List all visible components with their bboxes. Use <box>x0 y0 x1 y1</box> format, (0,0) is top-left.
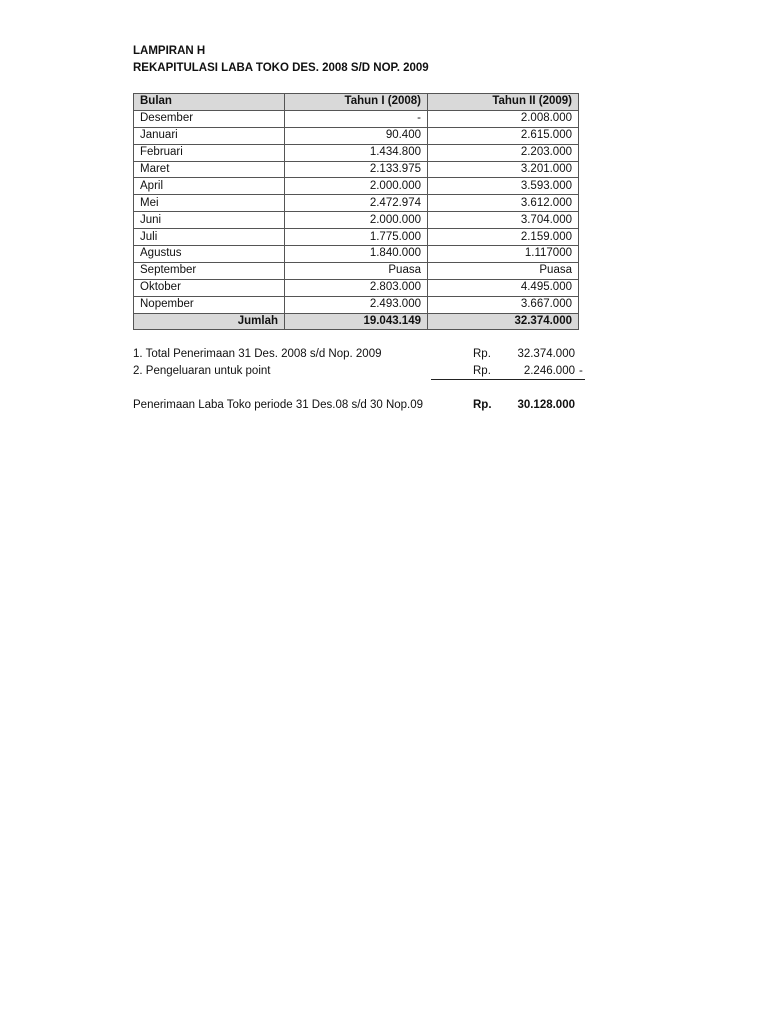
table-row <box>134 296 579 313</box>
total-year-1: 19.043.149 <box>285 313 428 330</box>
table-row <box>134 262 579 279</box>
currency-label: Rp. <box>473 399 492 411</box>
cell-tahun-1: 2.493.000 <box>285 296 428 313</box>
cell-tahun-2: 2.008.000 <box>428 110 579 127</box>
table-row <box>134 212 579 229</box>
cell-bulan: Nopember <box>134 296 285 313</box>
summary-amount: 30.128.000 <box>517 399 575 411</box>
summary-amount: 32.374.000 <box>517 348 575 360</box>
cell-bulan: Juli <box>134 229 285 246</box>
summary-point-expenses <box>133 364 593 379</box>
summary-amount: 2.246.000 <box>523 365 575 377</box>
cell-tahun-2: 2.615.000 <box>428 127 579 144</box>
cell-tahun-1: 1.775.000 <box>285 229 428 246</box>
column-header-bulan: Bulan <box>134 94 285 111</box>
cell-tahun-1: 1.434.800 <box>285 144 428 161</box>
cell-tahun-2: 1.117000 <box>428 246 579 263</box>
summary-label: 2. Pengeluaran untuk point <box>133 365 271 377</box>
cell-bulan: April <box>134 178 285 195</box>
cell-tahun-2: Puasa <box>428 262 579 279</box>
cell-tahun-2: 3.612.000 <box>428 195 579 212</box>
document-label: LAMPIRAN H <box>133 45 206 57</box>
column-header-tahun-1: Tahun I (2008) <box>285 94 428 111</box>
table-row <box>134 144 579 161</box>
cell-tahun-2: 2.159.000 <box>428 229 579 246</box>
cell-tahun-1: - <box>285 110 428 127</box>
cell-tahun-1: 2.472.974 <box>285 195 428 212</box>
summary-total-receipts <box>133 347 593 362</box>
currency-label: Rp. <box>473 348 491 360</box>
cell-bulan: Januari <box>134 127 285 144</box>
table-row <box>134 229 579 246</box>
summary-net-profit <box>133 398 593 413</box>
cell-tahun-1: 2.803.000 <box>285 279 428 296</box>
subtraction-operator: - <box>579 365 583 377</box>
column-header-tahun-2: Tahun II (2009) <box>428 94 579 111</box>
cell-tahun-2: 3.704.000 <box>428 212 579 229</box>
cell-tahun-2: 3.667.000 <box>428 296 579 313</box>
cell-tahun-1: 1.840.000 <box>285 246 428 263</box>
total-label: Jumlah <box>134 313 285 330</box>
cell-bulan: Juni <box>134 212 285 229</box>
table-header-row <box>134 94 579 111</box>
table-row <box>134 178 579 195</box>
cell-bulan: Desember <box>134 110 285 127</box>
cell-tahun-1: 90.400 <box>285 127 428 144</box>
total-year-2: 32.374.000 <box>428 313 579 330</box>
subtotal-rule <box>431 379 585 380</box>
cell-tahun-1: 2.000.000 <box>285 212 428 229</box>
cell-bulan: Mei <box>134 195 285 212</box>
table-row <box>134 161 579 178</box>
document-title: REKAPITULASI LABA TOKO DES. 2008 S/D NOP. 2009 <box>133 62 429 74</box>
cell-tahun-2: 2.203.000 <box>428 144 579 161</box>
cell-tahun-2: 3.201.000 <box>428 161 579 178</box>
currency-label: Rp. <box>473 365 491 377</box>
cell-tahun-1: Puasa <box>285 262 428 279</box>
cell-bulan: Februari <box>134 144 285 161</box>
table-row <box>134 127 579 144</box>
cell-bulan: September <box>134 262 285 279</box>
cell-tahun-1: 2.133.975 <box>285 161 428 178</box>
total-row <box>134 313 579 330</box>
cell-tahun-1: 2.000.000 <box>285 178 428 195</box>
table-row <box>134 279 579 296</box>
cell-bulan: Oktober <box>134 279 285 296</box>
cell-tahun-2: 4.495.000 <box>428 279 579 296</box>
table-row <box>134 246 579 263</box>
recap-table <box>133 93 579 330</box>
summary-label: 1. Total Penerimaan 31 Des. 2008 s/d Nop. 2009 <box>133 348 382 360</box>
cell-bulan: Agustus <box>134 246 285 263</box>
table-row <box>134 110 579 127</box>
table-row <box>134 195 579 212</box>
summary-label: Penerimaan Laba Toko periode 31 Des.08 s/d 30 Nop.09 <box>133 399 424 411</box>
cell-bulan: Maret <box>134 161 285 178</box>
cell-tahun-2: 3.593.000 <box>428 178 579 195</box>
